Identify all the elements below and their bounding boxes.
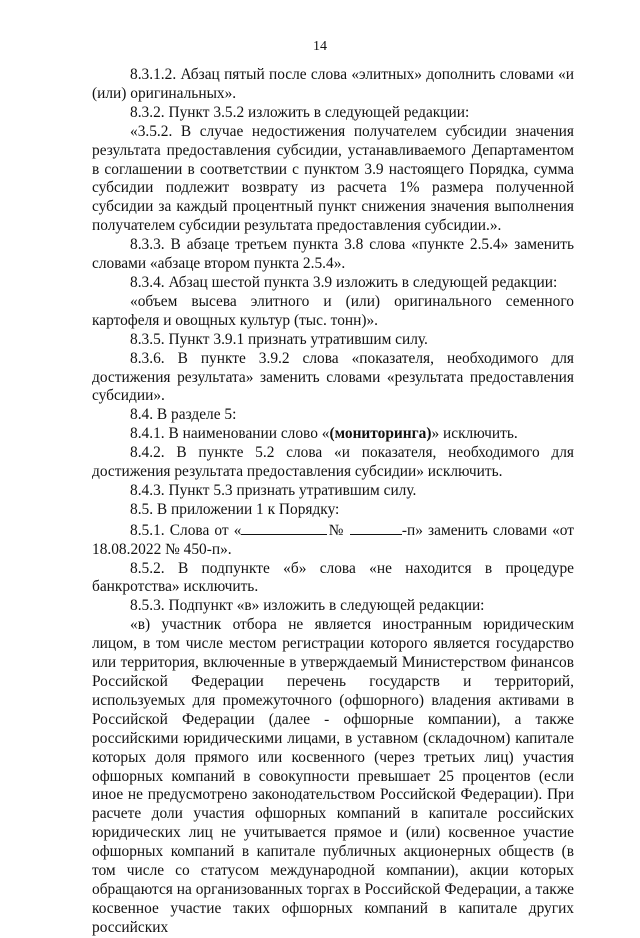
paragraph-8-4: 8.4. В разделе 5: (130, 406, 237, 424)
paragraph-8-4-1-end: » исключить. (431, 425, 518, 443)
paragraph-8-4-3: 8.4.3. Пункт 5.3 признать утратившим силу. (130, 481, 417, 499)
paragraph-volume-quote: «объем высева элитного и (или) оригинального семенного картофеля и овощных культур (тыс. тонн)». (92, 292, 574, 329)
paragraph-8-4-1 (92, 425, 574, 444)
paragraph-8-3-6: 8.3.6. В пункте 3.9.2 слова «показателя, необходимого для достижения результата» заменить словами «результата предоставления субсидии». (92, 349, 574, 405)
document-body (92, 66, 574, 938)
paragraph-8-5-3: 8.5.3. Подпункт «в» изложить в следующей редакции: (130, 597, 485, 615)
paragraph-8-3-2: 8.3.2. Пункт 3.5.2 изложить в следующей редакции: (130, 103, 470, 121)
blank-date-line (241, 520, 327, 535)
blank-number-line (350, 520, 402, 535)
paragraph-8-4-1-start: 8.4.1. В наименовании слово « (130, 425, 330, 443)
paragraph-8-5-2: 8.5.2. В подпункте «б» слова «не находится в процедуре банкротства» исключить. (92, 559, 574, 596)
paragraph-8-5-1 (92, 520, 574, 560)
paragraph-subitem-v-quote: «в) участник отбора не является иностранным юридическим лицом, в том числе местом регистрации которого является государство или территория, включенные в утверждаемый Министерством финансов Российской Федерации перечень государств и территорий, используемых для промежуточного (офшорного) владения активами в Российской Федерации (далее - офшорные компании), а также российскими юридическими лицами, в уставном (складочном) капитале которых доля прямого или косвенного (через третьих лиц) участия офшорных компаний в совокупности превышает 25 процентов (если иное не предусмотрено законодательством Российской Федерации). При расчете доли участия офшорных компаний в капитале российских юридических лиц не учитывается прямое и (или) косвенное участие офшорных компаний в капитале публичных акционерных обществ (в том числе со статусом международной компании), акции которых обращаются на организованных торгах в Российской Федерации, а также косвенное участие таких офшорных компаний в капитале других российских (92, 616, 574, 936)
paragraph-8-3-3: 8.3.3. В абзаце третьем пункта 3.8 слова «пункте 2.5.4» заменить словами «абзаце втором пункта 2.5.4». (92, 236, 574, 273)
number-sign: № (327, 521, 345, 539)
paragraph-8-3-4: 8.3.4. Абзац шестой пункта 3.9 изложить в следующей редакции: (130, 273, 558, 291)
page-number: 14 (313, 39, 327, 54)
paragraph-3-5-2-quote: «3.5.2. В случае недостижения получателем субсидии значения результата предоставления субсидии, устанавливаемого Департаментом в соглашении в соответствии с пунктом 3.9 настоящего Порядка, сумма субсидии подлежит возврату из расчета 1% размера полученной субсидии за каждый процентный пункт снижения значения выполнения получателем субсидии результата предоставления субсидии.». (92, 122, 574, 235)
paragraph-8-5: 8.5. В приложении 1 к Порядку: (130, 500, 340, 518)
paragraph-8-3-5: 8.3.5. Пункт 3.9.1 признать утратившим силу. (130, 330, 428, 348)
paragraph-8-4-2: 8.4.2. В пункте 5.2 слова «и показателя, необходимого для достижения результата предоставления субсидии» исключить. (92, 444, 574, 481)
paragraph-8-5-1-end: -п» заменить словами «от 18.08.2022 № 450-п». (92, 521, 574, 558)
paragraph-8-4-1-bold-word: (мониторинга) (329, 425, 432, 443)
paragraph-8-5-1-start: 8.5.1. Слова от « (130, 521, 242, 539)
paragraph-8-3-1-2: 8.3.1.2. Абзац пятый после слова «элитных» дополнить словами «и (или) оригинальных». (92, 66, 574, 102)
